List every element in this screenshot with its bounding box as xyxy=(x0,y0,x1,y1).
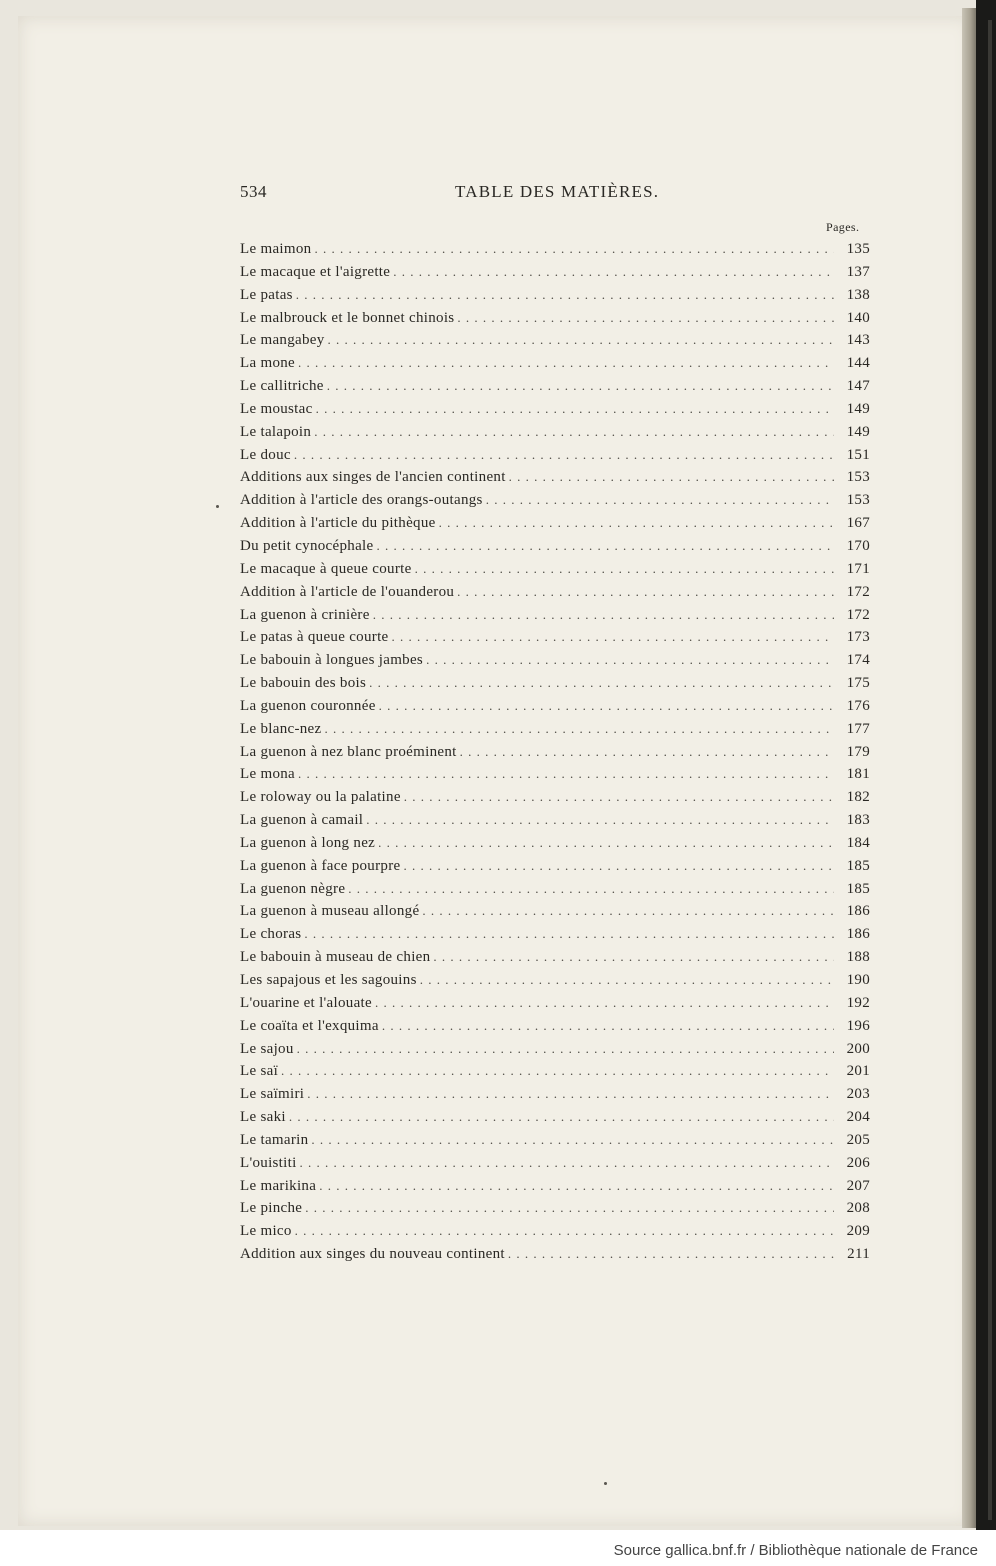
toc-entry-title: Le pinche xyxy=(240,1200,303,1217)
dot-leader xyxy=(304,926,834,942)
toc-entry-page: 182 xyxy=(846,789,870,806)
toc-entry xyxy=(240,424,870,447)
toc-entry-title: Le choras xyxy=(240,926,302,943)
toc-entry-title: Le talapoin xyxy=(240,423,312,440)
toc-entry xyxy=(240,310,870,333)
toc-entry-page: 186 xyxy=(846,926,870,943)
toc-entry-page: 192 xyxy=(846,994,870,1011)
toc-entry-page: 196 xyxy=(846,1017,870,1034)
toc-entry-page: 170 xyxy=(846,537,870,554)
toc-entry-page: 149 xyxy=(846,400,870,417)
dot-leader xyxy=(460,744,834,760)
toc-entry-page: 138 xyxy=(846,286,870,303)
dot-leader xyxy=(379,698,834,714)
dot-leader xyxy=(393,264,834,280)
dot-leader xyxy=(415,561,834,577)
toc-entry-title: La mone xyxy=(240,355,295,372)
toc-entry xyxy=(240,401,870,424)
toc-entry-title: La guenon à crinière xyxy=(240,606,370,623)
toc-entry-title: La guenon couronnée xyxy=(240,697,376,714)
dot-leader xyxy=(382,1018,834,1034)
toc-entry-title: Le moustac xyxy=(240,400,313,417)
pages-column-label: Pages. xyxy=(826,220,860,234)
toc-entry-page: 149 xyxy=(846,423,870,440)
toc-entry-title: Le babouin à longues jambes xyxy=(240,652,424,669)
toc-entry xyxy=(240,881,870,904)
toc-entry-page: 200 xyxy=(846,1040,870,1057)
toc-entry-title: Le douc xyxy=(240,446,291,463)
dot-leader xyxy=(376,538,834,554)
toc-entry-page: 153 xyxy=(846,469,870,486)
toc-entry-page: 153 xyxy=(846,492,870,509)
toc-entry-title: Le blanc-nez xyxy=(240,720,322,737)
toc-entry xyxy=(240,1223,870,1246)
toc-entry-page: 135 xyxy=(846,241,870,257)
binding-highlight xyxy=(988,20,992,1520)
toc-entry-title: Le babouin des bois xyxy=(240,675,367,692)
toc-entry xyxy=(240,721,870,744)
dot-leader xyxy=(404,789,834,805)
toc-entry xyxy=(240,698,870,721)
toc-entry-page: 204 xyxy=(846,1109,870,1126)
toc-entry-page: 203 xyxy=(846,1086,870,1103)
toc-entry xyxy=(240,515,870,538)
toc-entry-page: 177 xyxy=(846,720,870,737)
dot-leader xyxy=(298,766,834,782)
toc-entry xyxy=(240,241,870,264)
toc-entry xyxy=(240,1018,870,1041)
dot-leader xyxy=(327,378,834,394)
toc-entry-page: 151 xyxy=(846,446,870,463)
dot-leader xyxy=(311,1132,834,1148)
toc-entry-page: 183 xyxy=(846,812,870,829)
toc-entry-title: Le macaque et l'aigrette xyxy=(240,263,391,280)
dot-leader xyxy=(328,332,834,348)
toc-entry-title: Du petit cynocéphale xyxy=(240,537,374,554)
dot-leader xyxy=(294,447,834,463)
dot-leader xyxy=(348,881,834,897)
toc-entry-page: 173 xyxy=(846,629,870,646)
toc-entry-page: 206 xyxy=(846,1154,870,1171)
dot-leader xyxy=(369,675,834,691)
page-number: 534 xyxy=(240,182,267,201)
toc-entry xyxy=(240,675,870,698)
dot-leader xyxy=(314,424,834,440)
toc-entry-page: 186 xyxy=(846,903,870,920)
toc-entry-title: Le sajou xyxy=(240,1040,294,1057)
margin-mark xyxy=(216,505,219,508)
toc-entry-title: La guenon à nez blanc proéminent xyxy=(240,743,457,760)
page-edge xyxy=(962,8,976,1528)
toc-entry xyxy=(240,926,870,949)
dot-leader xyxy=(420,972,834,988)
toc-entry-title: Le mico xyxy=(240,1223,292,1240)
toc-entry-title: Le maimon xyxy=(240,241,312,257)
toc-entry-title: Additions aux singes de l'ancien continent xyxy=(240,469,506,486)
toc-entry xyxy=(240,995,870,1018)
toc-entry xyxy=(240,332,870,355)
toc-entry-title: Le mangabey xyxy=(240,332,325,349)
toc-entry-title: Le patas à queue courte xyxy=(240,629,389,646)
dot-leader xyxy=(297,1041,834,1057)
toc-entry xyxy=(240,1086,870,1109)
toc-entry-page: 140 xyxy=(846,309,870,326)
toc-entry-page: 201 xyxy=(846,1063,870,1080)
dot-leader xyxy=(392,629,835,645)
toc-entry-page: 207 xyxy=(846,1177,870,1194)
toc-entry xyxy=(240,652,870,675)
dot-leader xyxy=(300,1155,834,1171)
toc-entry-page: 175 xyxy=(846,675,870,692)
dot-leader xyxy=(457,584,834,600)
running-header xyxy=(0,182,996,206)
dot-leader xyxy=(307,1086,834,1102)
toc-entry xyxy=(240,949,870,972)
dot-leader xyxy=(426,652,834,668)
toc-entry-page: 143 xyxy=(846,332,870,349)
toc-entry-page: 179 xyxy=(846,743,870,760)
toc-entry-title: Le malbrouck et le bonnet chinois xyxy=(240,309,455,326)
dot-leader xyxy=(298,355,834,371)
book-binding xyxy=(976,0,996,1530)
toc-entry-page: 188 xyxy=(846,949,870,966)
dot-leader xyxy=(281,1063,834,1079)
dot-leader xyxy=(433,949,834,965)
toc-entry-page: 185 xyxy=(846,880,870,897)
toc-entry-page: 176 xyxy=(846,697,870,714)
dot-leader xyxy=(422,903,834,919)
dot-leader xyxy=(486,492,834,508)
toc-entry-page: 209 xyxy=(846,1223,870,1240)
toc-entry-title: Le saïmiri xyxy=(240,1086,305,1103)
toc-entry-page: 172 xyxy=(846,583,870,600)
toc-entry-title: Le saki xyxy=(240,1109,286,1126)
running-title: TABLE DES MATIÈRES. xyxy=(455,182,660,201)
toc-entry xyxy=(240,1132,870,1155)
toc-entry-title: Le babouin à museau de chien xyxy=(240,949,431,966)
toc-entry-page: 137 xyxy=(846,263,870,280)
dot-leader xyxy=(457,310,834,326)
ink-speck xyxy=(604,1482,607,1485)
toc-entry-title: La guenon nègre xyxy=(240,880,346,897)
toc-entry xyxy=(240,629,870,652)
toc-entry-title: Addition à l'article du pithèque xyxy=(240,515,436,532)
source-credit: Source gallica.bnf.fr / Bibliothèque nationale de France xyxy=(613,1542,978,1559)
dot-leader xyxy=(324,721,834,737)
toc-entry xyxy=(240,1155,870,1178)
toc-entry xyxy=(240,858,870,881)
toc-entry-title: Le patas xyxy=(240,286,293,303)
toc-entry-title: Le mona xyxy=(240,766,295,783)
dot-leader xyxy=(439,515,834,531)
toc-entry-page: 167 xyxy=(846,515,870,532)
toc-entry xyxy=(240,447,870,470)
dot-leader xyxy=(508,1246,834,1262)
toc-entry xyxy=(240,538,870,561)
toc-entry-page: 184 xyxy=(846,834,870,851)
dot-leader xyxy=(295,1223,834,1239)
toc-entry xyxy=(240,287,870,310)
toc-entry xyxy=(240,766,870,789)
toc-entry-page: 190 xyxy=(846,972,870,988)
toc-entry-page: 211 xyxy=(847,1246,870,1263)
toc-entry-title: Addition aux singes du nouveau continent xyxy=(240,1246,505,1263)
toc-entry-page: 181 xyxy=(846,766,870,783)
dot-leader xyxy=(314,241,834,257)
toc-entry xyxy=(240,1178,870,1201)
dot-leader xyxy=(509,469,834,485)
toc-entry xyxy=(240,903,870,926)
toc-entry-title: L'ouarine et l'alouate xyxy=(240,994,372,1011)
toc-entry xyxy=(240,744,870,767)
toc-entry xyxy=(240,378,870,401)
toc-entry xyxy=(240,789,870,812)
toc-entry-page: 208 xyxy=(846,1200,870,1217)
toc-entry-title: La guenon à museau allongé xyxy=(240,903,420,920)
dot-leader xyxy=(366,812,834,828)
toc-entry-title: L'ouistiti xyxy=(240,1154,297,1171)
toc-entry xyxy=(240,607,870,630)
toc-entry-title: Addition à l'article des orangs-outangs xyxy=(240,492,483,509)
dot-leader xyxy=(403,858,834,874)
dot-leader xyxy=(373,607,834,623)
toc-entry-title: Le tamarin xyxy=(240,1131,309,1148)
toc-entry xyxy=(240,492,870,515)
toc-entry xyxy=(240,835,870,858)
toc-entry xyxy=(240,812,870,835)
toc-entry-title: Le coaïta et l'exquima xyxy=(240,1017,379,1034)
toc-entry xyxy=(240,972,870,995)
toc-entry-page: 172 xyxy=(846,606,870,623)
toc-entry-page: 171 xyxy=(846,560,870,577)
dot-leader xyxy=(316,401,834,417)
toc-entry xyxy=(240,1063,870,1086)
toc-entry xyxy=(240,1109,870,1132)
toc-entry-page: 185 xyxy=(846,857,870,874)
toc-entry-title: Le callitriche xyxy=(240,378,324,395)
toc-entry xyxy=(240,584,870,607)
toc-entry-title: Addition à l'article de l'ouanderou xyxy=(240,583,455,600)
toc-entry xyxy=(240,1041,870,1064)
toc-entry-title: Le macaque à queue courte xyxy=(240,560,412,577)
toc-entry xyxy=(240,469,870,492)
toc-entry-title: La guenon à camail xyxy=(240,812,364,829)
toc-entry-title: La guenon à face pourpre xyxy=(240,857,401,874)
toc-entry-title: Le saï xyxy=(240,1063,279,1080)
toc-entry-page: 147 xyxy=(846,378,870,395)
toc-entry-title: Le roloway ou la palatine xyxy=(240,789,401,806)
toc-entry xyxy=(240,561,870,584)
toc-entry-page: 174 xyxy=(846,652,870,669)
toc-entry-title: Le marikina xyxy=(240,1177,317,1194)
dot-leader xyxy=(296,287,834,303)
dot-leader xyxy=(319,1178,834,1194)
toc-entry xyxy=(240,355,870,378)
toc-entry-title: Les sapajous et les sagouins xyxy=(240,972,417,988)
toc-entry xyxy=(240,1246,870,1269)
toc-entry xyxy=(240,264,870,287)
toc-entry-page: 205 xyxy=(846,1131,870,1148)
dot-leader xyxy=(378,835,834,851)
toc-entry-page: 144 xyxy=(846,355,870,372)
dot-leader xyxy=(305,1200,834,1216)
dot-leader xyxy=(375,995,834,1011)
dot-leader xyxy=(289,1109,834,1125)
table-of-contents xyxy=(240,241,870,1269)
toc-entry xyxy=(240,1200,870,1223)
toc-entry-title: La guenon à long nez xyxy=(240,834,376,851)
